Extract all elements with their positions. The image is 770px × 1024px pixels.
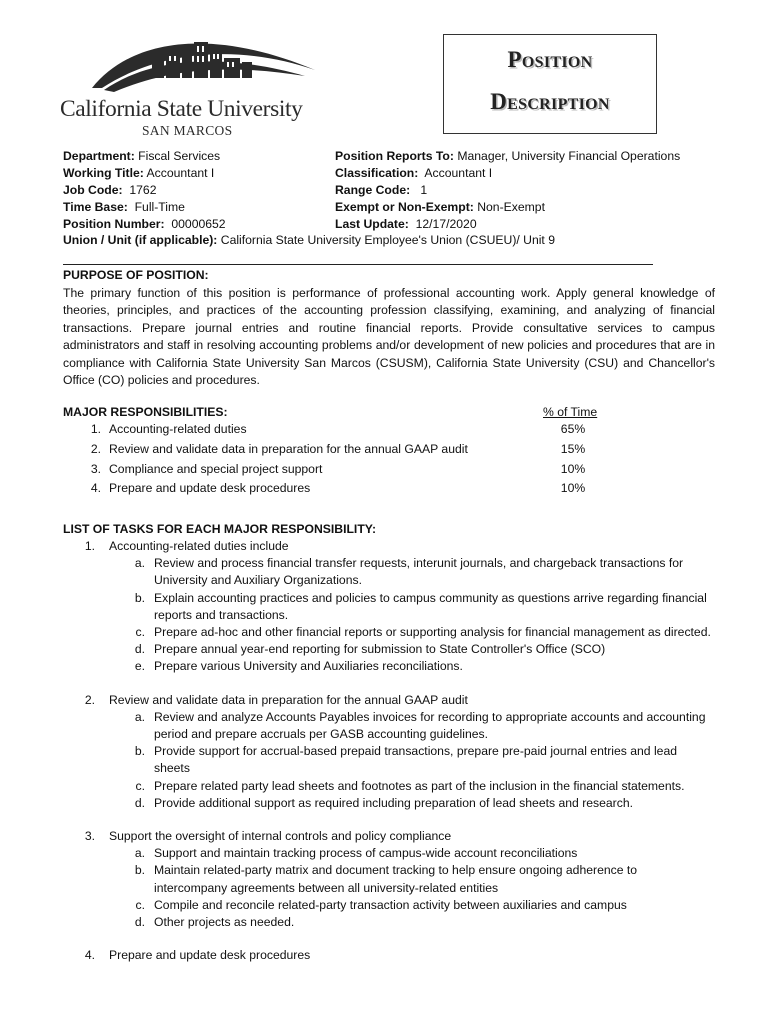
- task-item-text: Prepare ad-hoc and other financial reports or supporting analysis for financial management as directed.: [154, 625, 711, 640]
- last-update-row: [335, 216, 680, 233]
- task-item-letter: a.: [134, 846, 145, 861]
- responsibility-number: 2.: [90, 441, 101, 456]
- task-group: [63, 947, 723, 964]
- department-label: Department:: [63, 149, 135, 163]
- document-title-line-2: Description: [490, 89, 610, 114]
- responsibility-percent: 65%: [560, 422, 586, 436]
- task-item-text: Review and process financial transfer requests, interunit journals, and chargeback transactions for University and Auxiliary Organizations.: [154, 556, 684, 588]
- task-item-text: Prepare various University and Auxiliaries reconciliations.: [154, 659, 463, 674]
- percent-of-time-heading: % of Time: [543, 405, 598, 419]
- responsibility-label: Accounting-related duties: [109, 422, 247, 436]
- task-item-letter: d.: [134, 642, 145, 657]
- task-item-letter: c.: [135, 625, 145, 640]
- responsibility-label: Review and validate data in preparation for the annual GAAP audit: [109, 441, 468, 456]
- department-row: [63, 148, 226, 165]
- task-item: [63, 709, 723, 743]
- campus-skyline-icon: [90, 30, 320, 92]
- task-item: [63, 897, 723, 914]
- responsibility-number: 4.: [90, 481, 101, 496]
- responsibility-row: [63, 460, 623, 480]
- position-number-row: [63, 216, 226, 233]
- exempt-row: [335, 199, 680, 216]
- task-group-number: 1.: [84, 539, 95, 553]
- task-item-letter: c.: [135, 897, 145, 912]
- task-item-text: Other projects as needed.: [154, 915, 295, 930]
- task-item-text: Maintain related-party matrix and document tracking to help ensure ongoing adherence to intercompany agreements between all university-related entities: [154, 863, 638, 895]
- task-item-text: Compile and reconcile related-party transaction activity between auxiliaries and campus: [154, 897, 627, 912]
- responsibility-percent: 10%: [560, 481, 586, 496]
- time-base-row: [63, 199, 226, 216]
- task-group-title-text: Review and validate data in preparation for the annual GAAP audit: [109, 692, 468, 707]
- classification-value: Accountant I: [424, 166, 493, 180]
- responsibility-number: 1.: [90, 422, 101, 436]
- working-title-value: Accountant I: [146, 166, 215, 180]
- exempt-value: Non-Exempt: [477, 200, 545, 214]
- task-item: [63, 641, 723, 658]
- task-group-title-text: Support the oversight of internal controls and policy compliance: [109, 829, 452, 844]
- union-value: California State University Employee's Union (CSUEU)/ Unit 9: [220, 233, 555, 247]
- task-item-text: Support and maintain tracking process of campus-wide account reconciliations: [154, 846, 578, 861]
- job-code-row: [63, 182, 226, 199]
- last-update-label: Last Update:: [335, 217, 409, 231]
- classification-label: Classification:: [335, 166, 419, 180]
- task-item-text: Prepare annual year-end reporting for submission to State Controller's Office (SCO): [154, 642, 606, 657]
- task-item-text: Explain accounting practices and policies to campus community as questions arrive regarding financial reports and transactions.: [154, 590, 707, 622]
- task-group-number: 2.: [84, 692, 95, 707]
- responsibility-label: Compliance and special project support: [109, 461, 323, 476]
- task-group-title-text: Prepare and update desk procedures: [109, 948, 311, 963]
- document-title-box: [443, 34, 657, 134]
- logo-campus-name: SAN MARCOS: [142, 123, 233, 138]
- task-group-title-text: Accounting-related duties include: [109, 539, 289, 553]
- task-item-text: Review and analyze Accounts Payables invoices for recording to appropriate accounts and accounting period and prepare accruals per GASB accounting guidelines.: [154, 709, 706, 742]
- working-title-row: [63, 165, 226, 182]
- document-title-line-1: Position: [507, 47, 593, 72]
- job-code-label: Job Code:: [63, 183, 123, 197]
- task-group-number: 3.: [84, 829, 95, 844]
- union-row: [63, 233, 555, 247]
- task-item: [63, 624, 723, 641]
- task-group: [63, 692, 723, 812]
- responsibility-row: [63, 420, 623, 440]
- csusm-logo: [60, 30, 320, 138]
- task-group-title: [63, 947, 723, 964]
- task-item: [63, 743, 723, 777]
- range-code-value: 1: [420, 183, 428, 197]
- spacer: [63, 676, 723, 692]
- task-group-title: [63, 538, 723, 555]
- task-group-title: [63, 692, 723, 709]
- responsibility-number: 3.: [90, 461, 101, 476]
- header-info-left: [63, 148, 226, 233]
- task-group-number: 4.: [84, 948, 95, 963]
- task-item-letter: e.: [134, 659, 145, 674]
- task-item: [63, 555, 723, 589]
- task-item-letter: d.: [134, 795, 145, 810]
- purpose-text: The primary function of this position is performance of professional accounting work. Apply general knowledge of theories, principles, and practices of the accounting profession classifying, examining, and analyzing of financial transactions. Prepare journal entries and routine financial reports. Provide consultative services to campus administrators and staff in resolving accounting problems and/or development of new policies and procedures that are in compliance with California State University San Marcos (CSUSM), California State University (CSU) and Chancellor's Office (CO) policies and procedures.: [63, 286, 715, 388]
- task-item-text: Provide support for accrual-based prepaid transactions, prepare pre-paid journal entries and lead sheets: [154, 744, 678, 776]
- spacer: [63, 931, 723, 947]
- responsibility-percent: 15%: [560, 441, 586, 456]
- spacer: [63, 812, 723, 828]
- reports-to-label: Position Reports To:: [335, 149, 454, 163]
- classification-row: [335, 165, 680, 182]
- reports-to-row: [335, 148, 680, 165]
- task-group: [63, 538, 723, 676]
- responsibility-row: [63, 479, 623, 499]
- position-number-label: Position Number:: [63, 217, 165, 231]
- department-value: Fiscal Services: [138, 149, 221, 163]
- task-item-letter: a.: [134, 709, 145, 724]
- responsibility-row: [63, 440, 623, 460]
- responsibilities-list: [63, 420, 623, 499]
- task-item: [63, 845, 723, 862]
- task-item: [63, 795, 723, 812]
- task-item: [63, 590, 723, 624]
- task-item: [63, 862, 723, 896]
- task-group: [63, 828, 723, 931]
- responsibility-label: Prepare and update desk procedures: [109, 481, 311, 496]
- range-code-row: [335, 182, 680, 199]
- responsibility-percent: 10%: [560, 461, 586, 476]
- position-number-value: 00000652: [171, 217, 226, 231]
- last-update-value: 12/17/2020: [415, 217, 477, 231]
- section-divider: [63, 264, 653, 265]
- job-code-value: 1762: [129, 183, 157, 197]
- range-code-label: Range Code:: [335, 183, 411, 197]
- task-item: [63, 778, 723, 795]
- task-group-title: [63, 828, 723, 845]
- time-base-label: Time Base:: [63, 200, 128, 214]
- task-item: [63, 658, 723, 675]
- task-item-letter: b.: [134, 590, 145, 605]
- task-item-letter: c.: [135, 778, 145, 793]
- tasks-heading: LIST OF TASKS FOR EACH MAJOR RESPONSIBILITY:: [63, 522, 377, 536]
- task-item-letter: b.: [134, 744, 145, 759]
- header-info-right: [335, 148, 680, 233]
- task-item-text: Provide additional support as required including preparation of lead sheets and research.: [154, 795, 634, 810]
- task-item-text: Prepare related party lead sheets and footnotes as part of the inclusion in the financial statements.: [154, 778, 685, 793]
- time-base-value: Full-Time: [134, 200, 185, 214]
- working-title-label: Working Title:: [63, 166, 144, 180]
- task-item-letter: b.: [134, 863, 145, 878]
- purpose-heading: PURPOSE OF POSITION:: [63, 268, 209, 282]
- union-label: Union / Unit (if applicable):: [63, 233, 218, 247]
- exempt-label: Exempt or Non-Exempt:: [335, 200, 474, 214]
- tasks-list: [63, 538, 723, 964]
- logo-university-name: California State University: [60, 96, 303, 122]
- task-item-letter: d.: [134, 915, 145, 930]
- reports-to-value: Manager, University Financial Operations: [457, 149, 681, 163]
- task-item-letter: a.: [134, 556, 145, 571]
- responsibilities-heading: MAJOR RESPONSIBILITIES:: [63, 405, 228, 419]
- task-item: [63, 914, 723, 931]
